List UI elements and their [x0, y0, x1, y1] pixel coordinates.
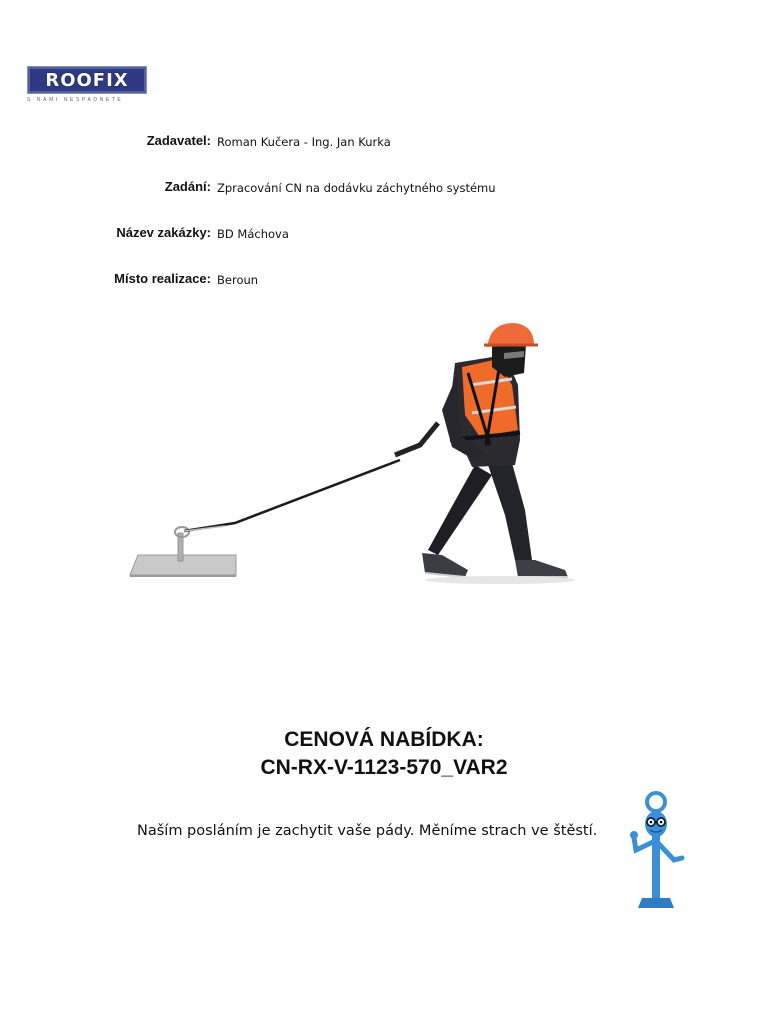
- logo-tagline: S NÁMI NESPADNETE: [27, 97, 124, 103]
- worker-leg-right: [488, 463, 532, 560]
- field-value: Zpracování CN na dodávku záchytného systému: [217, 181, 496, 195]
- field-label: Zadavatel:: [146, 133, 211, 148]
- worker-helmet: [486, 323, 534, 347]
- worker-shoe-right: [515, 560, 568, 577]
- offer-number: CN-RX-V-1123-570_VAR2: [260, 756, 508, 779]
- mascot-anchor-figure: [622, 790, 694, 912]
- field-label: Místo realizace:: [114, 271, 211, 286]
- roofix-logo: [27, 66, 149, 106]
- logo-badge: [27, 66, 147, 94]
- worker-fall-arrest-illustration: [120, 315, 590, 590]
- mascot-base: [638, 898, 674, 908]
- offer-title: CENOVÁ NABÍDKA:: [284, 728, 484, 751]
- mascot-ring: [647, 793, 665, 811]
- field-value: BD Máchova: [217, 227, 289, 241]
- company-motto: Naším posláním je zachytit vaše pády. Měníme strach ve štěstí.: [137, 823, 598, 839]
- field-label: Název zakázky:: [116, 225, 211, 240]
- field-nazev-zakazky: [0, 225, 768, 245]
- field-zadani: [0, 179, 768, 199]
- field-label: Zadání:: [164, 179, 211, 194]
- worker-leg-left: [428, 465, 492, 555]
- field-value: Roman Kučera - Ing. Jan Kurka: [217, 135, 391, 149]
- lanyard-line: [184, 460, 400, 531]
- field-zadavatel: [0, 133, 768, 153]
- field-value: Beroun: [217, 273, 259, 287]
- field-misto-realizace: [0, 271, 768, 291]
- logo-brand: ROOFIX: [45, 69, 129, 91]
